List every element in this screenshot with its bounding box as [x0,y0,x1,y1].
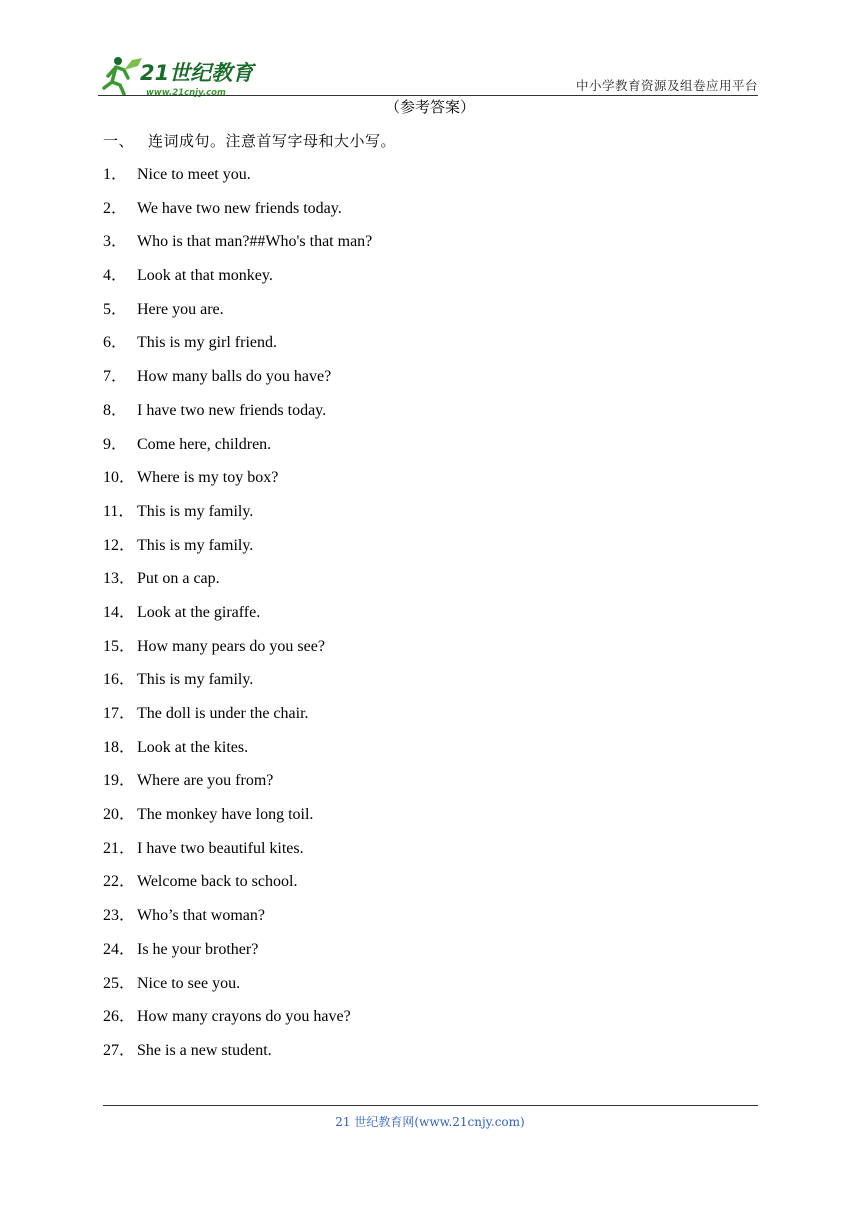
logo-wordmark: 21世纪教育 [140,61,254,85]
answer-item [103,601,703,635]
answer-number: 12． [103,536,136,554]
answer-item [103,803,703,837]
answer-number: 22． [103,873,136,891]
answer-item [103,904,703,938]
answer-text: This is my girl friend. [137,334,277,352]
section-heading [103,130,396,151]
answer-text: The doll is under the chair. [137,705,309,722]
answer-item [103,298,703,332]
footer-divider [103,1105,758,1106]
answer-number: 23． [103,907,136,925]
answer-text: This is my family. [137,502,254,520]
answer-number: 5． [103,300,128,318]
answer-item [103,567,703,601]
21cnjy-logo [98,52,268,98]
answer-item [103,972,703,1006]
answer-number: 24． [103,940,136,958]
answer-text: How many crayons do you have? [137,1008,351,1026]
answer-text: Nice to see you. [137,974,241,992]
answer-text: Welcome back to school. [137,873,298,891]
answer-number: 11． [103,502,135,520]
section-instructions: 连词成句。注意首写字母和大小写。 [148,132,397,150]
answer-item [103,466,703,500]
answer-item [103,635,703,669]
answer-item [103,264,703,298]
answer-number: 25． [103,974,136,992]
answer-text: Who is that man?##Who's that man? [137,233,373,251]
answer-text: I have two beautiful kites. [137,839,304,857]
answer-number: 2． [103,199,128,217]
answer-number: 1． [103,166,128,183]
answer-number: 15． [103,637,136,655]
answer-item [103,1039,703,1073]
answer-text: I have two new friends today. [137,401,327,419]
answer-text: This is my family. [137,536,254,554]
answer-text: How many pears do you see? [137,637,325,655]
answer-number: 13． [103,570,136,588]
answer-item [103,1005,703,1039]
answer-number: 21． [103,839,136,857]
answer-item [103,736,703,770]
header-platform-text: 中小学教育资源及组卷应用平台 [575,78,758,93]
answer-text: Is he your brother? [137,940,259,958]
answer-text: Come here, children. [137,435,272,453]
section-number: 一、 [103,132,135,150]
answer-item [103,230,703,264]
answer-item [103,702,703,736]
answer-text: Look at that monkey. [137,267,273,285]
answer-text: How many balls do you have? [137,368,332,386]
logo-url: www.21cnjy.com [146,88,226,98]
answer-number: 19． [103,772,136,790]
answer-item [103,837,703,871]
answer-number: 8． [103,401,128,419]
answer-text: We have two new friends today. [137,199,342,217]
answer-text: Who’s that woman? [137,907,265,925]
answer-text: Where are you from? [137,772,274,790]
answer-text: Look at the giraffe. [137,603,261,621]
answer-item [103,399,703,433]
answer-text: Here you are. [137,300,224,318]
answer-text: Look at the kites. [137,738,249,756]
answer-text: This is my family. [137,671,254,689]
answer-item [103,197,703,231]
answer-item [103,163,703,197]
answer-number: 14． [103,603,136,621]
answer-text: She is a new student. [137,1041,272,1059]
answer-item [103,500,703,534]
answer-number: 10． [103,469,136,487]
answer-item [103,938,703,972]
answer-text: Where is my toy box? [137,469,279,487]
footer-source: 21 世纪教育网(www.21cnjy.com) [335,1115,525,1129]
answer-text: Put on a cap. [137,570,220,588]
answer-number: 20． [103,806,136,824]
answer-item [103,365,703,399]
page-header [98,52,758,98]
answer-number: 27． [103,1041,136,1059]
answer-number: 18． [103,738,136,756]
answer-item [103,668,703,702]
answer-number: 17． [103,705,136,722]
answer-number: 4． [103,267,128,285]
answer-key-subtitle: （参考答案） [384,98,475,116]
answer-number: 3． [103,233,128,251]
answer-item [103,534,703,568]
answer-item [103,433,703,467]
answer-number: 16． [103,671,136,689]
answer-number: 9． [103,435,128,453]
answer-list [103,163,703,1073]
answer-text: The monkey have long toil. [137,806,314,824]
answer-item [103,870,703,904]
answer-item [103,331,703,365]
answer-text: Nice to meet you. [137,166,251,183]
answer-item [103,769,703,803]
answer-number: 6． [103,334,128,352]
answer-number: 7． [103,368,128,386]
answer-number: 26． [103,1008,136,1026]
